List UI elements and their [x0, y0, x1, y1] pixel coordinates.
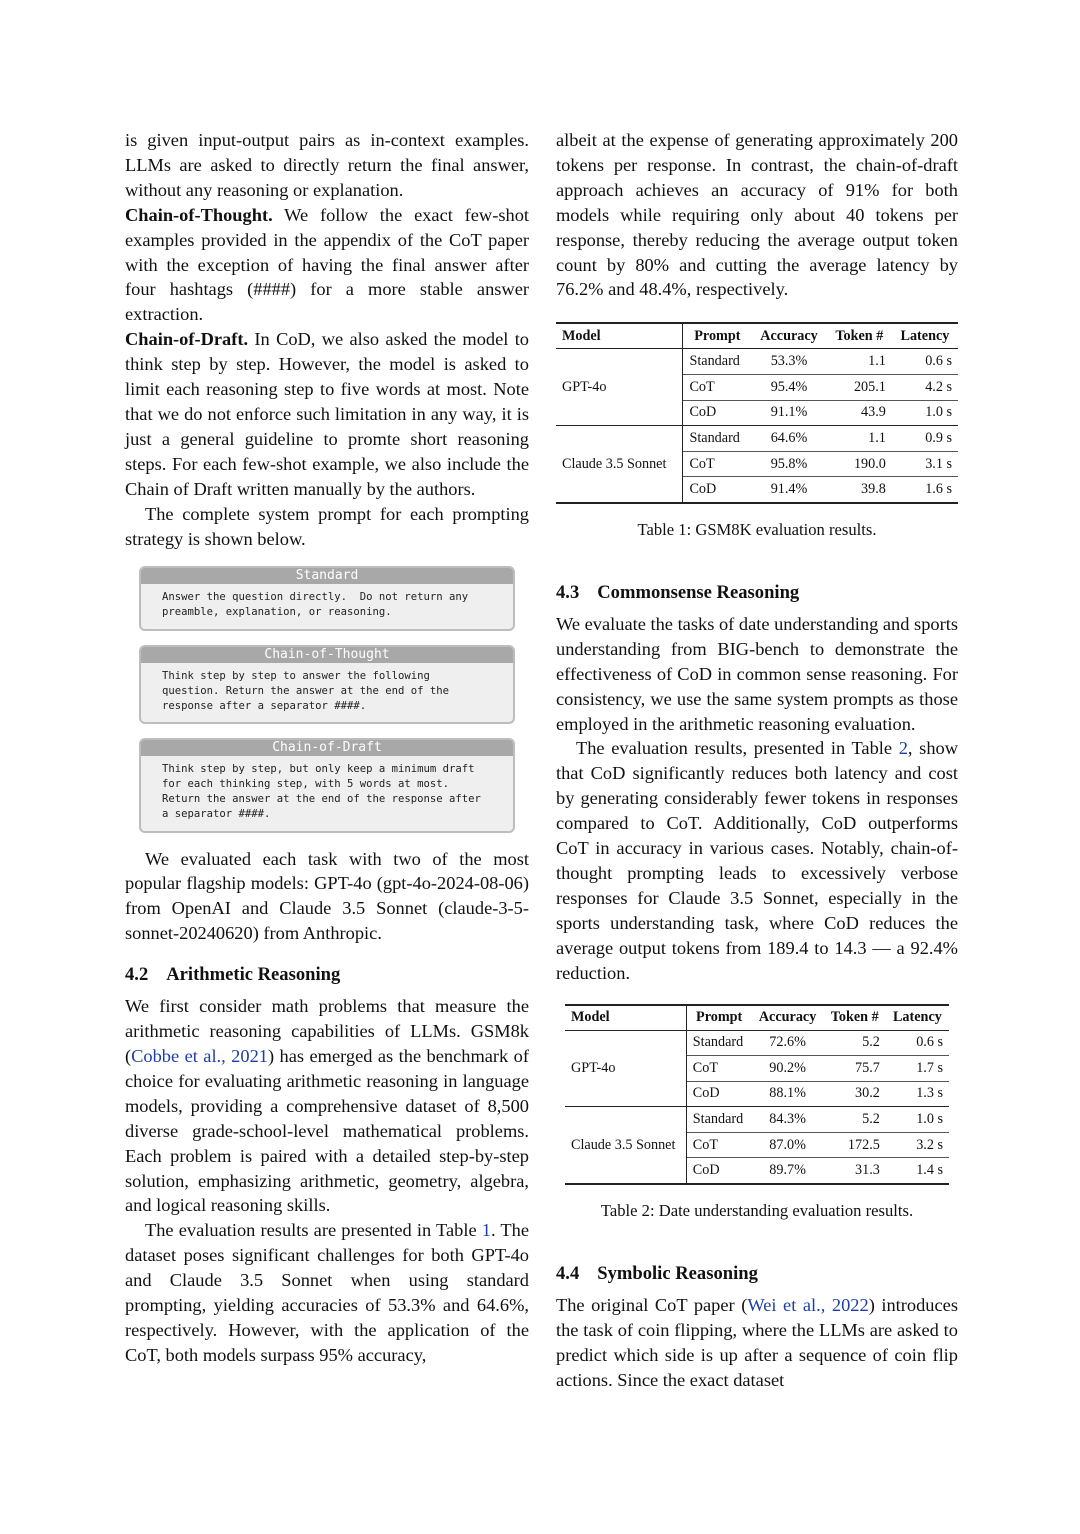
- model-group: [556, 349, 958, 426]
- text-run: The evaluation results are presented in Table: [145, 1220, 482, 1241]
- cod-text: In CoD, we also asked the model to think step by step. However, the model is asked to limit each reasoning step to five words at most. Note that we do not enforce such limitation in any way, it is just a general guideline to promte short reasoning steps. For each few-shot example, we also include the Chain of Draft written manually by the authors.: [125, 329, 529, 499]
- column-header: Latency: [892, 1009, 942, 1025]
- token-count-cell: 190.0: [827, 451, 892, 477]
- text-run: , show that CoD significantly reduces both latency and cost by generating considerably fewer tokens in responses compared to CoT. Additionally, CoD outperforms CoT in accuracy in various cases. Notably, chain-of-thought prompting leads to excessively verbose responses for Claude 3.5 Sonnet, especially in the sports understanding task, where CoD reduces the average output tokens from 189.4 to 14.3 — a 92.4% reduction.: [556, 738, 958, 983]
- latency-cell: 1.3 s: [886, 1081, 949, 1107]
- accuracy-cell: 72.6%: [769, 1034, 806, 1051]
- prompt-cell: CoT: [686, 1132, 751, 1158]
- paragraph-models: We evaluated each task with two of the most popular flagship models: GPT-4o (gpt-4o-2024-08-06) from OpenAI and Claude 3.5 Sonnet (claude-3-5-sonnet-20240620) from Anthropic.: [125, 848, 529, 944]
- column-header: Token #: [830, 1009, 879, 1025]
- latency-cell: 1.0 s: [916, 1111, 943, 1128]
- prompt-cell: CoT: [683, 451, 751, 477]
- table-reference-link[interactable]: 2: [898, 738, 908, 759]
- latency-cell: 1.7 s: [886, 1056, 949, 1082]
- prompt-cell: CoT: [683, 374, 751, 400]
- section-title: Commonsense Reasoning: [597, 581, 800, 603]
- paragraph-chain-of-draft: [125, 327, 529, 501]
- paragraph-commonsense-intro: We evaluate the tasks of date understanding and sports understanding from BIG-bench to demonstrate the effectiveness of CoD in common sense reasoning. For consistency, we use the same system prompts as those employed in the arithmetic reasoning evaluation.: [556, 613, 958, 734]
- prompt-box-chain-of-thought: [139, 645, 515, 724]
- cot-text: We follow the exact few-shot examples provided in the appendix of the CoT paper with the exception of having the final answer after four hashtags (####) for a more stable answer extraction.: [125, 204, 529, 325]
- paragraph-arithmetic-results: [125, 1218, 529, 1367]
- column-header: Token #: [835, 327, 884, 344]
- paragraph-commonsense-results: [556, 736, 958, 985]
- column-header: Accuracy: [760, 327, 818, 344]
- latency-cell: 0.6 s: [916, 1034, 943, 1051]
- accuracy-cell: 84.3%: [769, 1111, 806, 1128]
- prompt-title: Chain-of-Thought: [141, 647, 513, 663]
- prompt-cell: CoD: [683, 477, 751, 503]
- latency-cell: 0.9 s: [925, 429, 952, 446]
- model-name-cell: GPT-4o: [556, 349, 683, 426]
- section-number: 4.3: [556, 581, 580, 603]
- paragraph-incontext: is given input-output pairs as in-context examples. LLMs are asked to directly return the final answer, without any reasoning or explanation.: [125, 130, 529, 200]
- token-count-cell: 5.2: [862, 1111, 880, 1128]
- paragraph-system-prompt: The complete system prompt for each prompting strategy is shown below.: [125, 503, 529, 549]
- prompt-cell: Standard: [692, 1034, 744, 1051]
- citation-link[interactable]: Cobbe et al., 2021: [131, 1046, 268, 1067]
- section-heading-4-4: [556, 1263, 958, 1285]
- accuracy-cell: 95.8%: [751, 451, 826, 477]
- prompt-cell: CoD: [686, 1081, 751, 1107]
- token-count-cell: 75.7: [824, 1056, 886, 1082]
- latency-cell: 3.1 s: [892, 451, 958, 477]
- column-header: Latency: [900, 327, 950, 344]
- accuracy-cell: 53.3%: [770, 353, 808, 370]
- text-run: . The dataset poses significant challenges for both GPT-4o and Claude 3.5 Sonnet when using standard prompting, yielding accuracies of 53.3% and 64.6%, respectively. However, with the application of the CoT, both models surpass 95% accuracy,: [125, 1220, 529, 1365]
- table-header-row: [565, 1005, 949, 1031]
- token-count-cell: 172.5: [824, 1132, 886, 1158]
- cot-run-in-heading: Chain-of-Thought.: [125, 204, 273, 225]
- left-column: [125, 128, 529, 1368]
- column-header: Prompt: [694, 327, 741, 344]
- column-header: Model: [556, 323, 683, 349]
- latency-cell: 1.4 s: [886, 1158, 949, 1184]
- section-title: Arithmetic Reasoning: [166, 964, 341, 986]
- accuracy-cell: 87.0%: [752, 1132, 824, 1158]
- prompt-cell: CoD: [686, 1158, 751, 1184]
- accuracy-cell: 90.2%: [752, 1056, 824, 1082]
- accuracy-cell: 88.1%: [752, 1081, 824, 1107]
- table-2-caption: Table 2: Date understanding evaluation results.: [600, 1201, 914, 1221]
- prompt-title: Standard: [141, 568, 513, 584]
- column-header: Prompt: [696, 1009, 743, 1025]
- accuracy-cell: 95.4%: [751, 374, 826, 400]
- token-count-cell: 43.9: [827, 400, 892, 426]
- token-count-cell: 39.8: [827, 477, 892, 503]
- table-1-caption: Table 1: GSM8K evaluation results.: [637, 519, 877, 539]
- accuracy-cell: 89.7%: [752, 1158, 824, 1184]
- results-table-2: [565, 1004, 949, 1186]
- model-name-cell: Claude 3.5 Sonnet: [565, 1107, 686, 1184]
- table-row: [565, 1030, 949, 1056]
- column-header: Model: [565, 1005, 686, 1031]
- section-title: Symbolic Reasoning: [597, 1263, 758, 1285]
- model-group: [565, 1030, 949, 1107]
- text-run: The original CoT paper (: [556, 1295, 748, 1316]
- table-reference-link[interactable]: 1: [481, 1220, 491, 1241]
- token-count-cell: 1.1: [868, 353, 886, 370]
- token-count-cell: 31.3: [824, 1158, 886, 1184]
- latency-cell: 1.6 s: [892, 477, 958, 503]
- section-number: 4.2: [125, 964, 149, 986]
- token-count-cell: 205.1: [827, 374, 892, 400]
- token-count-cell: 5.2: [862, 1034, 880, 1051]
- model-group: [565, 1107, 949, 1184]
- prompt-cell: Standard: [689, 429, 740, 446]
- section-heading-4-2: [125, 964, 529, 986]
- accuracy-cell: 64.6%: [770, 429, 808, 446]
- prompt-box-standard: [139, 566, 515, 631]
- token-count-cell: 30.2: [824, 1081, 886, 1107]
- section-number: 4.4: [556, 1263, 580, 1285]
- column-header: Accuracy: [758, 1009, 817, 1025]
- prompt-body: Think step by step to answer the following question. Return the answer at the end of the response after a separator ####.: [162, 670, 456, 712]
- accuracy-cell: 91.1%: [751, 400, 826, 426]
- text-run: The evaluation results, presented in Table: [576, 738, 899, 759]
- prompt-cell: CoD: [683, 400, 751, 426]
- section-heading-4-3: [556, 582, 958, 604]
- text-run: ) has emerged as the benchmark of choice for evaluating arithmetic reasoning in language models, providing a comprehensive dataset of 8,500 diverse grade-school-level mathematical problems. Each problem is paired with a detailed step-by-step solution, emphasizing arithmetic, geometry, algebra, and logical reasoning skills.: [125, 1046, 529, 1216]
- prompt-box-chain-of-draft: [139, 738, 515, 832]
- right-column: [556, 128, 958, 1393]
- model-name-cell: GPT-4o: [565, 1030, 686, 1107]
- results-table-1: [556, 322, 958, 504]
- latency-cell: 1.0 s: [892, 400, 958, 426]
- table-row: [556, 349, 958, 375]
- text-run: ) introduces the task of coin flipping, where the LLMs are asked to predict which side is up after a sequence of coin flip actions. Since the exact dataset: [556, 1295, 958, 1390]
- paragraph-cod-results: albeit at the expense of generating approximately 200 tokens per response. In contrast, the chain-of-draft approach achieves an accuracy of 91% for both models while requiring only about 40 tokens per response, thereby reducing the average output token count by 80% and cutting the average latency by 76.2% and 48.4%, respectively.: [556, 130, 958, 300]
- cod-run-in-heading: Chain-of-Draft.: [125, 329, 249, 350]
- model-name-cell: Claude 3.5 Sonnet: [556, 426, 683, 503]
- prompt-title: Chain-of-Draft: [141, 740, 513, 756]
- latency-cell: 0.6 s: [925, 353, 952, 370]
- latency-cell: 3.2 s: [886, 1132, 949, 1158]
- paragraph-chain-of-thought: [125, 203, 529, 328]
- model-group: [556, 426, 958, 503]
- token-count-cell: 1.1: [868, 429, 886, 446]
- accuracy-cell: 91.4%: [751, 477, 826, 503]
- table-row: [565, 1107, 949, 1133]
- paragraph-arithmetic-intro: [125, 994, 529, 1218]
- latency-cell: 4.2 s: [892, 374, 958, 400]
- table-row: [556, 426, 958, 452]
- table-header-row: [556, 323, 958, 349]
- text-run: We first consider math problems that measure the arithmetic reasoning capabilities of LLMs. GSM8k (: [125, 996, 529, 1067]
- prompt-cell: CoT: [686, 1056, 751, 1082]
- prompt-cell: Standard: [692, 1111, 744, 1128]
- citation-link[interactable]: Wei et al., 2022: [747, 1295, 869, 1316]
- prompt-cell: Standard: [689, 353, 740, 370]
- prompt-body: Think step by step, but only keep a minimum draft for each thinking step, with 5 words at most. Return the answer at the end of the response after a separator ####.: [162, 763, 488, 820]
- prompt-body: Answer the question directly. Do not return any preamble, explanation, or reasoning.: [162, 591, 475, 619]
- paragraph-symbolic-intro: [556, 1293, 958, 1393]
